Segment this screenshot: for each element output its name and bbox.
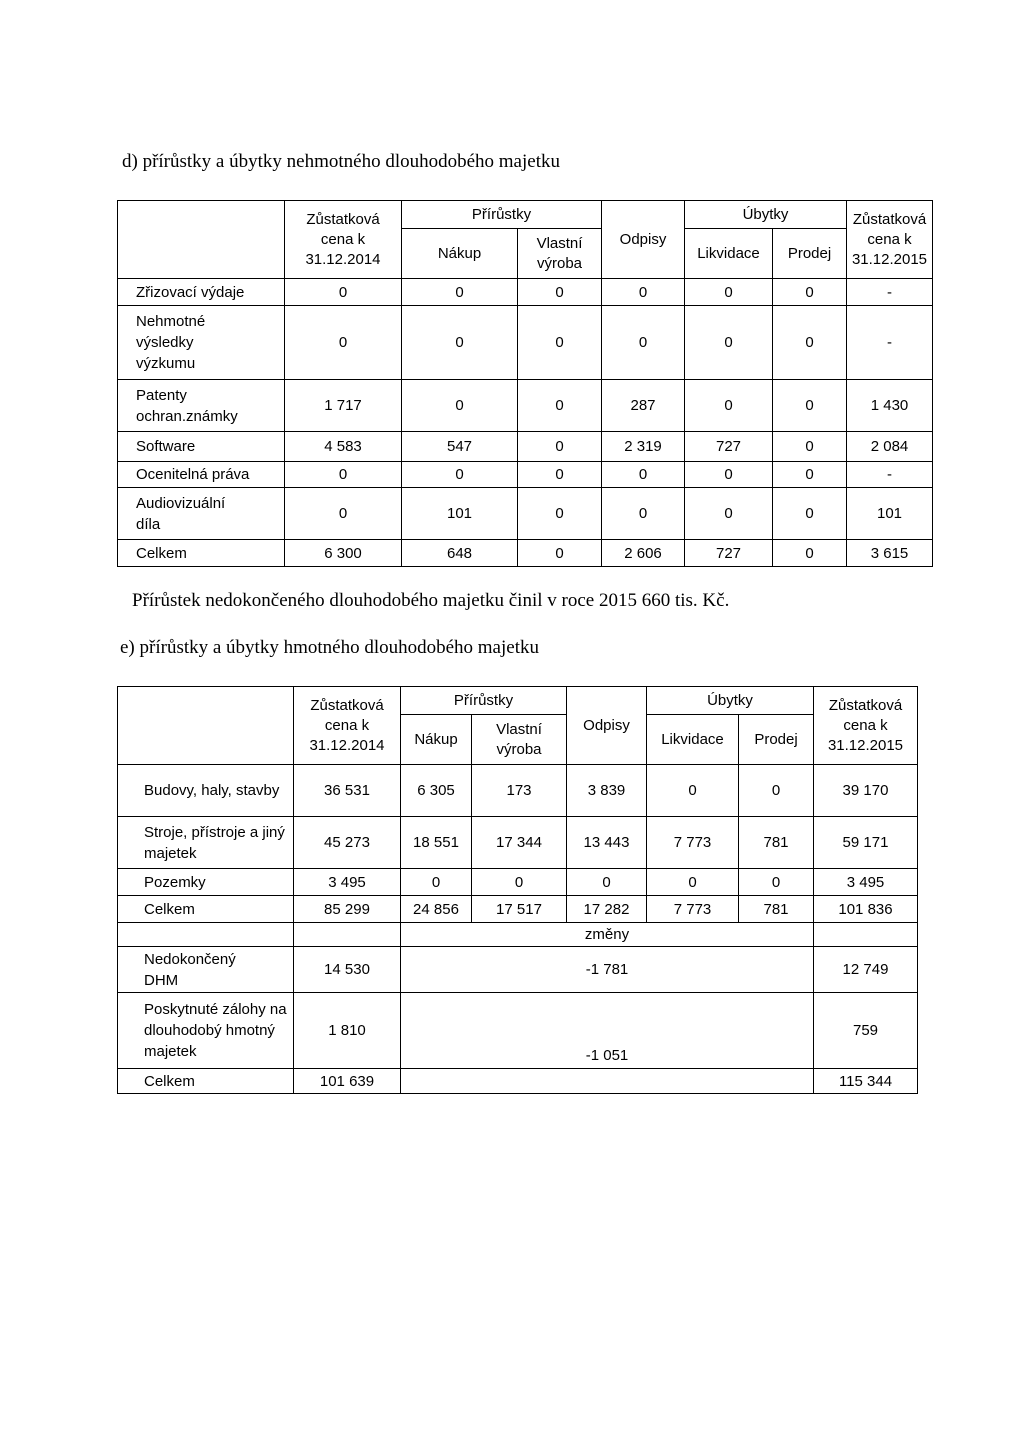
tangible-assets-table [117,686,918,1094]
cell: 3 495 [294,869,401,896]
header-liquidation: Likvidace [685,229,773,279]
row-label: Zřizovací výdaje [118,279,285,306]
header-closing: Zůstatková cena k 31.12.2015 [847,201,933,279]
cell: 115 344 [814,1069,918,1094]
cell: 17 282 [567,896,647,923]
cell: 0 [518,540,602,567]
table-row [118,540,933,567]
cell: 0 [685,380,773,432]
header-sale: Prodej [773,229,847,279]
header-closing: Zůstatková cena k 31.12.2015 [814,687,918,765]
header-sale: Prodej [739,715,814,765]
cell: 727 [685,540,773,567]
cell: 0 [402,462,518,488]
cell: 0 [685,306,773,380]
cell: 85 299 [294,896,401,923]
header-additions: Přírůstky [401,687,567,715]
cell: 7 773 [647,896,739,923]
cell: 0 [602,488,685,540]
header-own-production: Vlastní výroba [518,229,602,279]
cell: 0 [285,462,402,488]
cell: -1 051 [401,993,814,1069]
cell: 0 [685,488,773,540]
table-row [118,1069,918,1094]
section-e-title: e) přírůstky a úbytky hmotného dlouhodobého majetku [120,637,539,658]
table-row [118,947,918,993]
cell: 0 [402,306,518,380]
table-row [118,432,933,462]
table-row [118,869,918,896]
cell: 547 [402,432,518,462]
row-label: Audiovizuální díla [118,488,285,540]
construction-in-progress-note: Přírůstek nedokončeného dlouhodobého majetku činil v roce 2015 660 tis. Kč. [132,590,730,611]
header-depreciation: Odpisy [602,201,685,279]
cell: 0 [739,869,814,896]
cell: 14 530 [294,947,401,993]
row-label: Nehmotné výsledky výzkumu [118,306,285,380]
header-liquidation: Likvidace [647,715,739,765]
cell: 101 639 [294,1069,401,1094]
cell: 13 443 [567,817,647,869]
table-row [118,462,933,488]
cell: 101 836 [814,896,918,923]
row-label: Stroje, přístroje a jiný majetek [118,817,294,869]
header-additions: Přírůstky [402,201,602,229]
cell: 3 615 [847,540,933,567]
cell: 0 [773,380,847,432]
cell: 101 [847,488,933,540]
cell: 0 [518,462,602,488]
cell: 0 [602,279,685,306]
header-opening: Zůstatková cena k 31.12.2014 [294,687,401,765]
header-purchase: Nákup [401,715,472,765]
changes-header: změny [401,923,814,947]
cell: - [847,306,933,380]
cell: 648 [402,540,518,567]
table-row [118,817,918,869]
cell: 759 [814,993,918,1069]
header-disposals: Úbytky [685,201,847,229]
cell: 781 [739,817,814,869]
cell: 0 [602,462,685,488]
cell: 0 [739,765,814,817]
cell: 18 551 [401,817,472,869]
cell-empty [401,1069,814,1094]
table-row [118,765,918,817]
cell: 45 273 [294,817,401,869]
cell: 781 [739,896,814,923]
cell: 0 [602,306,685,380]
section-d-title: d) přírůstky a úbytky nehmotného dlouhodobého majetku [122,151,560,172]
header-purchase: Nákup [402,229,518,279]
cell: 1 717 [285,380,402,432]
row-label: Pozemky [118,869,294,896]
cell: 12 749 [814,947,918,993]
cell: 2 606 [602,540,685,567]
table-row [118,380,933,432]
cell: 0 [567,869,647,896]
cell: 0 [773,488,847,540]
cell: 0 [402,279,518,306]
cell: 0 [773,462,847,488]
cell: 39 170 [814,765,918,817]
cell: 1 430 [847,380,933,432]
row-label: Nedokončený DHM [118,947,294,993]
row-label: Celkem [118,896,294,923]
cell: 0 [773,279,847,306]
changes-empty-cell [814,923,918,947]
cell: 0 [773,306,847,380]
cell: 1 810 [294,993,401,1069]
cell: 0 [285,488,402,540]
cell: - [847,462,933,488]
cell: 3 495 [814,869,918,896]
header-opening: Zůstatková cena k 31.12.2014 [285,201,402,279]
row-label: Software [118,432,285,462]
header-disposals: Úbytky [647,687,814,715]
cell: 0 [685,462,773,488]
cell: 727 [685,432,773,462]
header-empty-cell [118,687,294,765]
cell: 2 084 [847,432,933,462]
cell: 0 [285,279,402,306]
cell: 0 [402,380,518,432]
changes-empty-cell [118,923,294,947]
table-row [118,488,933,540]
cell: 7 773 [647,817,739,869]
cell: 101 [402,488,518,540]
table-row [118,306,933,380]
cell: 0 [472,869,567,896]
cell: 0 [518,432,602,462]
cell: 4 583 [285,432,402,462]
cell: 0 [401,869,472,896]
cell: 3 839 [567,765,647,817]
cell: 6 305 [401,765,472,817]
cell: 0 [518,306,602,380]
cell: -1 781 [401,947,814,993]
cell: 0 [518,380,602,432]
cell: 36 531 [294,765,401,817]
cell: 0 [685,279,773,306]
row-label: Ocenitelná práva [118,462,285,488]
row-label: Celkem [118,1069,294,1094]
cell: 0 [285,306,402,380]
cell: 287 [602,380,685,432]
cell: 0 [647,765,739,817]
changes-empty-cell [294,923,401,947]
table-row [118,896,918,923]
cell: 0 [773,432,847,462]
header-depreciation: Odpisy [567,687,647,765]
row-label: Budovy, haly, stavby [118,765,294,817]
cell: 17 517 [472,896,567,923]
cell: 6 300 [285,540,402,567]
row-label: Patenty ochran.známky [118,380,285,432]
cell: 17 344 [472,817,567,869]
cell: 0 [518,488,602,540]
table-row [118,279,933,306]
cell: 0 [518,279,602,306]
cell: - [847,279,933,306]
table-row [118,993,918,1069]
intangible-assets-table [117,200,933,567]
cell: 59 171 [814,817,918,869]
row-label: Poskytnuté zálohy na dlouhodobý hmotný majetek [118,993,294,1069]
cell: 2 319 [602,432,685,462]
cell: 0 [647,869,739,896]
cell: 24 856 [401,896,472,923]
header-own-production: Vlastní výroba [472,715,567,765]
header-empty-cell [118,201,285,279]
cell: 0 [773,540,847,567]
row-label: Celkem [118,540,285,567]
cell: 173 [472,765,567,817]
